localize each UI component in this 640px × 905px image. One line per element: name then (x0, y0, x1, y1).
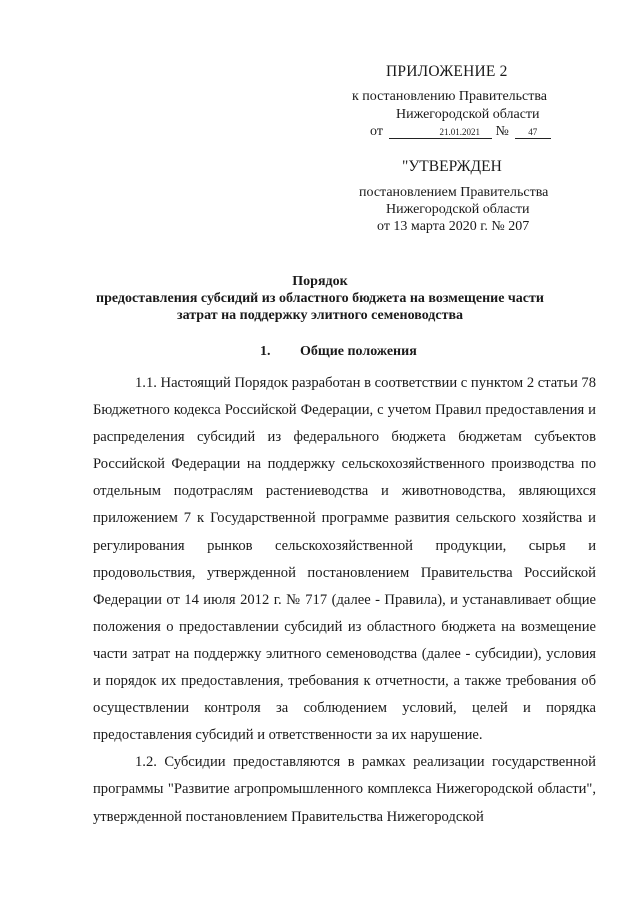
appendix-line-1: к постановлению Правительства (352, 89, 548, 104)
paragraph-1-1: 1.1. Настоящий Порядок разработан в соответствии с пунктом 2 статьи 78 Бюджетного кодекса Российской Федерации, с учетом Правил предоставления и распределения субсидий из федерального бюджета бюджетам субъектов Российской Федерации на поддержку сельскохозяйственного производства по отдельным подотраслям растениеводства и животноводства, являющихся приложением 7 к Государственной программе развития сельского хозяйства и регулирования рынков сельскохозяйственной продукции, сырья и продовольствия, утвержденной постановлением Правительства Российской Федерации от 14 июля 2012 г. № 717 (далее - Правила), и устанавливает общие положения о предоставлении субсидий из областного бюджета на возмещение части затрат на поддержку элитного семеноводства (далее - субсидии), условия и порядок их предоставления, требования к отчетности, а также требования об осуществлении контроля за соблюдением условий, целей и порядка предоставления субсидий и ответственности за их нарушение. (93, 375, 596, 744)
number-label: № (495, 124, 509, 139)
approved-line-1: постановлением Правительства (359, 185, 549, 200)
section-number: 1. (260, 344, 271, 359)
paragraph-1-2: 1.2. Субсидии предоставляются в рамках реализации государственной программы "Развитие агропромышленного комплекса Нижегородской области", утвержденной постановлением Правительства Нижегородской (93, 754, 596, 825)
date-field: 21.01.2021 (389, 126, 492, 139)
appendix-date-row (370, 124, 551, 140)
appendix-line-2: Нижегородской области (396, 107, 540, 122)
document-title-3: затрат на поддержку элитного семеноводства (176, 308, 464, 323)
appendix-title: ПРИЛОЖЕНИЕ 2 (386, 63, 508, 80)
from-label: от (370, 124, 383, 139)
section-title: Общие положения (300, 344, 417, 359)
document-title-1: Порядок (292, 274, 348, 289)
approved-line-2: Нижегородской области (386, 202, 530, 217)
approved-title: "УТВЕРЖДЕН (402, 158, 502, 175)
number-field: 47 (515, 126, 551, 139)
section-heading (260, 344, 417, 360)
body-text (93, 370, 596, 831)
document-title-2: предоставления субсидий из областного бюджета на возмещение части (96, 291, 544, 306)
approved-line-3: от 13 марта 2020 г. № 207 (377, 219, 530, 234)
